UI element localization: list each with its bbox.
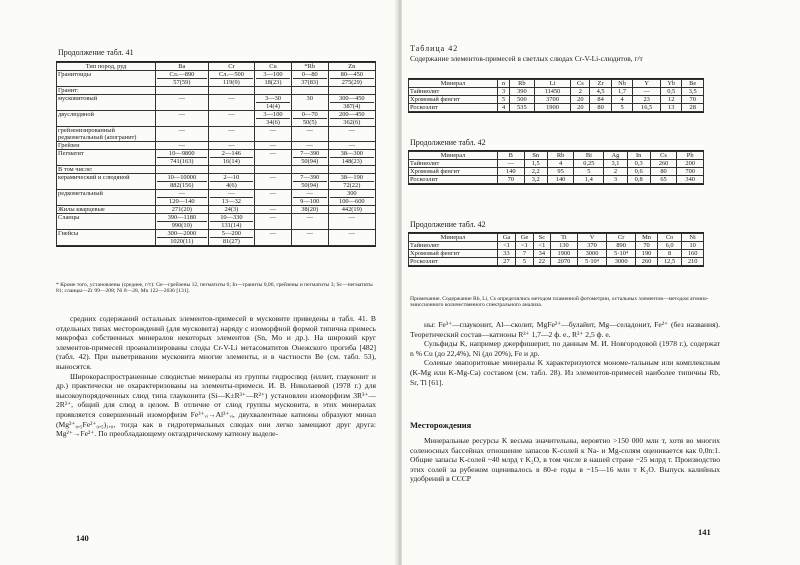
table-cell: — <box>291 230 328 246</box>
table-cell: 130 <box>550 242 577 250</box>
table42b <box>408 151 704 184</box>
column-header: Минерал <box>409 234 498 242</box>
column-header: Cs <box>571 80 590 88</box>
column-header: Минерал <box>409 80 498 88</box>
column-header: Li <box>534 80 571 88</box>
table-cell: 0,3 <box>627 160 650 168</box>
column-header: Be <box>682 80 704 88</box>
table-cell: — <box>255 214 292 230</box>
row-label: Тайниолит <box>409 242 498 250</box>
table41-caption: Продолжение табл. 41 <box>58 48 134 57</box>
table-cell <box>328 87 375 95</box>
table42c-frame <box>408 232 704 267</box>
paragraph: Минеральные ресурсы K весьма значительны, вероятно >150 000 млн т, хотя во многих соленосных бассейнах отношение запасов K-солей к Na- и Mg-солям оценивается как 0,0n:1. Общие запасы K-солей ~40 млрд т K₂O, в том числе в нашей стране ~25 млрд т. Производство этих солей за рубежом оценивалось в 80-е годы в ~15—16 млн т K₂O. Выпуск калийных удобрений в СССР <box>410 436 720 484</box>
table-cell: 80 <box>650 168 677 176</box>
row-label: Роскоэлит <box>409 104 498 112</box>
row-label: В том числе: <box>57 166 156 174</box>
table42-title: Таблица 42 <box>410 44 459 53</box>
table-cell: 200—450 362(6) <box>328 111 375 127</box>
table-cell: 1,4 <box>574 176 604 184</box>
table-cell: 2—146 16(14) <box>208 150 254 166</box>
row-label: Хромовый фенгит <box>409 250 498 258</box>
column-header: Минерал <box>409 152 498 160</box>
table42c <box>408 233 704 266</box>
column-header: Ti <box>550 234 577 242</box>
column-header: Rb <box>510 80 535 88</box>
table-cell: 11450 <box>534 88 571 96</box>
table-cell: 300—2000 1020(11) <box>156 230 209 246</box>
table-cell: 4 <box>611 96 632 104</box>
column-header: Nb <box>611 80 632 88</box>
column-header: Sn <box>524 152 547 160</box>
table-cell <box>156 87 209 95</box>
table-cell: 5 <box>515 258 533 266</box>
table-row <box>57 142 376 150</box>
table-cell: 5 <box>498 96 510 104</box>
table-header-row <box>409 152 704 160</box>
table41-footnote: * Кроме того, установлены (среднее, г/т): Ge—грейзены 12, пегматиты 6; In—граниты 0,06, грейзены и пегматиты 3; Sc—пегматиты 81; сланцы—Zr 99—208; Ni 8—28, Mn 122—2036 [131]. <box>56 282 373 295</box>
column-header: Cr <box>208 63 254 71</box>
table-cell: 2—10 4(6) <box>208 174 254 190</box>
table-cell: — 9—100 <box>291 190 328 206</box>
table-cell: 3,5 <box>682 88 704 96</box>
column-header: Cu <box>255 63 292 71</box>
table-cell: 3—30 14(4) <box>255 95 292 111</box>
table-cell: 190 <box>636 250 658 258</box>
table-cell: 160 <box>682 250 704 258</box>
table-cell: 23 <box>633 96 661 104</box>
right-body-text-2 <box>410 436 720 484</box>
row-label: Гранит: <box>57 87 156 95</box>
table-cell: 1900 <box>550 250 577 258</box>
table-cell: 34 <box>533 250 550 258</box>
table-cell: 4 <box>547 160 574 168</box>
table-cell: — 120—140 <box>156 190 209 206</box>
table-cell: 12,5 <box>657 258 681 266</box>
column-header: Mn <box>636 234 658 242</box>
table-cell: 890 <box>607 242 636 250</box>
table-cell: 0,6 <box>627 168 650 176</box>
table-cell: <1 <box>498 242 516 250</box>
column-header: Sc <box>533 234 550 242</box>
row-label: Грейзен <box>57 142 156 150</box>
left-body-text <box>56 314 376 439</box>
table-cell: 300—450 387(4) <box>328 95 375 111</box>
table-cell: 390—1180 990(10) <box>156 214 209 230</box>
row-label: Тайниолит <box>409 88 498 96</box>
table-cell: 70 <box>636 242 658 250</box>
table-cell: 5 <box>611 104 632 112</box>
table-cell: 0—70 50(5) <box>291 111 328 127</box>
table-cell: 3,2 <box>524 176 547 184</box>
table-row <box>409 96 704 104</box>
table-row <box>57 174 376 190</box>
table-row <box>57 230 376 246</box>
paragraph: ны: Fe³⁺—глауконит, Al—сколит, MgFe²⁺—булайит, Mg—селадонит, Fe²⁺ (без названия). Теоретический состав—катионы R³⁺ 1,7—2 ф. е., R²⁺ 2,5 ф. е. <box>410 320 720 339</box>
column-header: Ga <box>498 234 516 242</box>
table-cell: 84 <box>590 96 611 104</box>
table-cell: 70 <box>682 96 704 104</box>
table42b-frame <box>408 150 704 185</box>
table-cell: — 13—32 <box>208 190 254 206</box>
table-cell: 3000 <box>577 250 606 258</box>
table-cell: — <box>328 142 375 150</box>
table-cell: 3 <box>498 88 510 96</box>
table-cell: 65 <box>650 176 677 184</box>
table-row <box>409 160 704 168</box>
table41-frame <box>56 61 376 247</box>
table-cell: 2 <box>571 88 590 96</box>
table-cell: 2070 <box>550 258 577 266</box>
column-header: Ag <box>604 152 627 160</box>
table-cell: 3 <box>604 176 627 184</box>
table-cell: 500 <box>510 96 535 104</box>
table-cell: — <box>255 174 292 190</box>
column-header: Ge <box>515 234 533 242</box>
table-row <box>409 88 704 96</box>
table-cell: — <box>255 142 292 150</box>
table-row <box>57 111 376 127</box>
table-cell <box>156 166 209 174</box>
row-label: Пегматит <box>57 150 156 166</box>
table-cell: 10—330 131(14) <box>208 214 254 230</box>
table-cell: 140 <box>547 176 574 184</box>
right-body-text <box>410 320 720 387</box>
table-cell: 27 <box>498 258 516 266</box>
table-row <box>409 104 704 112</box>
table-cell: 20 <box>571 104 590 112</box>
table-cell: 1,5 <box>524 160 547 168</box>
table-cell: 390 <box>510 88 535 96</box>
row-label: керамический и слюдяной <box>57 174 156 190</box>
table-cell: 2,2 <box>524 168 547 176</box>
row-label: редкометальный <box>57 190 156 206</box>
table-cell <box>208 87 254 95</box>
table-cell: 28 <box>682 104 704 112</box>
column-header: Y <box>633 80 661 88</box>
table-cell: Сл.—890 57(59) <box>156 71 209 87</box>
table-cell: — <box>328 230 375 246</box>
table-cell: 5—200 81(27) <box>208 230 254 246</box>
table-cell: 1,7 <box>611 88 632 96</box>
row-label: Сланцы <box>57 214 156 230</box>
table-cell: 0—80 37(83) <box>291 71 328 87</box>
table-cell: 5 <box>574 168 604 176</box>
table-row <box>57 214 376 230</box>
row-label: Гнейсы <box>57 230 156 246</box>
table-cell: 3—100 34(6) <box>255 111 292 127</box>
table-cell: 12 <box>660 96 681 104</box>
table-cell: 4,5 <box>590 88 611 96</box>
table-cell: Сл.—500 119(9) <box>208 71 254 87</box>
table-cell: — <box>156 142 209 150</box>
table-row <box>57 87 376 95</box>
table-cell: 2 <box>604 168 627 176</box>
table-cell: — <box>498 160 525 168</box>
table-cell: 7—390 50(94) <box>291 150 328 166</box>
table-cell: <1 <box>533 242 550 250</box>
table-cell: 7 <box>515 250 533 258</box>
table-cell: — <box>255 230 292 246</box>
row-label: Роскоэлит <box>409 258 498 266</box>
table-cell: 22 <box>533 258 550 266</box>
column-header: Zr <box>590 80 611 88</box>
column-header: In <box>627 152 650 160</box>
table-cell: — <box>156 127 209 142</box>
table-cell: — <box>208 127 254 142</box>
table-cell: 38(20) <box>291 206 328 214</box>
column-header: V <box>577 234 606 242</box>
table42a <box>408 79 704 112</box>
table42-cont-caption-1: Продолжение табл. 42 <box>410 138 486 147</box>
column-header: Bi <box>574 152 604 160</box>
table-cell: 4 <box>498 104 510 112</box>
table-header-row <box>409 234 704 242</box>
table-row <box>409 242 704 250</box>
row-label: Роскоэлит <box>409 176 498 184</box>
table-cell: — <box>291 142 328 150</box>
table-cell: 0,8 <box>627 176 650 184</box>
table-cell: 70 <box>498 176 525 184</box>
table42-note: Примечание. Содержание Rb, Li, Cs определялись методом пламенной фотометрии, остальных элементов—методом атомно-эмиссионного количественного спектрального анализа. <box>410 296 709 309</box>
section-heading: Месторождения <box>410 420 472 430</box>
table-cell: 38—300 148(23) <box>328 150 375 166</box>
table-cell <box>291 166 328 174</box>
table-row <box>57 166 376 174</box>
table-cell: 80—450 275(29) <box>328 71 375 87</box>
column-header: Тип пород, руд <box>57 63 156 71</box>
table-cell: — <box>156 95 209 111</box>
table-cell <box>208 166 254 174</box>
table-row <box>57 95 376 111</box>
row-label: Тайниолит <box>409 160 498 168</box>
column-header: Rb <box>547 152 574 160</box>
table-cell <box>255 87 292 95</box>
paragraph: Широкораспространенные слюдистые минералы из группы гидрослюд (иллит, глауконит и др.) практически не охарактеризованы на элементы-примеси. И. В. Николаевой (1978 г.) для высокоупорядоченных слюд типа глауконита (Si—K±R³⁺—R²⁺) установлен изоморфизм 3R³⁺—2R²⁺, общий для слюд в целом. В отличие от слюд группы мусковита, в этих минералах проявляется совершенный изоморфизм Fe³⁺ᵥᵢ→Al³⁺ᵥᵢ, двухвалентные катионы образуют минал (Mg²⁺₀,₅Fe²⁺₀,₅)₁,₀, тогда как в гидротермальных слюдах они легко замещают друг друга: Mg²⁺→Fe²⁺. По преобладающему октаэдрическому катиону выделе- <box>56 371 376 439</box>
table-cell: 0,5 <box>660 88 681 96</box>
row-label: Гранитоиды <box>57 71 156 87</box>
table-cell: 535 <box>510 104 535 112</box>
table-cell: — <box>328 214 375 230</box>
column-header: Pb <box>677 152 704 160</box>
table-cell: 340 <box>677 176 704 184</box>
paragraph: Сульфиды K, например джерфишерит, по данным М. И. Новгородовой (1978 г.), содержат n % Cu (до 22,4%), Ni (до 20%), Fe и др. <box>410 339 720 358</box>
table-row <box>57 206 376 214</box>
table-row <box>57 127 376 142</box>
row-label: Хромовый фенгит <box>409 96 498 104</box>
table-cell: 1900 <box>534 104 571 112</box>
table-cell: 3,1 <box>604 160 627 168</box>
table-cell: — <box>255 190 292 206</box>
table-cell: — <box>208 142 254 150</box>
table41 <box>56 62 376 246</box>
table42a-frame <box>408 78 704 113</box>
table-row <box>57 150 376 166</box>
table-cell: 5·10⁴ <box>577 258 606 266</box>
table-cell: 10—10000 882(156) <box>156 174 209 190</box>
table-cell: 3000 <box>607 258 636 266</box>
table-cell: 80 <box>590 104 611 112</box>
left-page <box>0 0 398 565</box>
table-cell: 140 <box>498 168 525 176</box>
table-row <box>409 258 704 266</box>
column-header: Yb <box>660 80 681 88</box>
table-cell: — <box>328 127 375 142</box>
table-header-row <box>57 63 376 71</box>
table-cell: 24(3) <box>208 206 254 214</box>
table-row <box>57 190 376 206</box>
table-cell: 5·10⁴ <box>607 250 636 258</box>
table-cell: — <box>156 111 209 127</box>
column-header: Zn <box>328 63 375 71</box>
paragraph: Солевые эвапоритовые минералы K характеризуются мономе-тальным или комплексным (K-Mg или K-Mg-Ca) составом (см. табл. 28). Из элементов-примесей наиболее типичны Rb, Sr, Tl [61]. <box>410 358 720 387</box>
table-cell: 0,25 <box>574 160 604 168</box>
row-label: мусковитовый <box>57 95 156 111</box>
table-cell: — <box>208 95 254 111</box>
right-page <box>402 0 800 565</box>
column-header: Ni <box>682 234 704 242</box>
table-cell: — <box>291 214 328 230</box>
table-cell: 33 <box>498 250 516 258</box>
table-row <box>409 250 704 258</box>
table-cell: 260 <box>636 258 658 266</box>
table-cell <box>255 166 292 174</box>
page-number-left: 140 <box>76 533 89 543</box>
table-header-row <box>409 80 704 88</box>
paragraph: средних содержаний остальных элементов-примесей в мусковите приведены в табл. 41. В отдельных типах месторождений (для мусковита) наряду с изоморфной формой типична примесь микрофаз собственных минералов некоторых элементов (Sn, Mo и др.). На широкий круг элементов-примесей проанализированы слоды Cr-V-Li метасоматитов Онежского прогиба [482] (табл. 42). При выветривании мусковита многие элементы, и в частности Be (см. табл. 53), выносятся. <box>56 314 376 371</box>
page-number-right: 141 <box>698 527 711 537</box>
table-cell: 38—190 72(22) <box>328 174 375 190</box>
table-cell <box>291 87 328 95</box>
column-header: *Rb <box>291 63 328 71</box>
row-label: Хромовый фенгит <box>409 168 498 176</box>
table-cell: — <box>291 127 328 142</box>
table-cell: 95 <box>547 168 574 176</box>
table-row <box>57 71 376 87</box>
column-header: Cr <box>607 234 636 242</box>
table-cell: 260 <box>650 160 677 168</box>
table-cell: 8 <box>657 250 681 258</box>
table-cell: 10 <box>682 242 704 250</box>
table-row <box>409 168 704 176</box>
column-header: Cs <box>650 152 677 160</box>
table-cell: 30 <box>291 95 328 111</box>
column-header: Co <box>657 234 681 242</box>
table42-subtitle: Содержание элементов-примесей в светлых слюдах Cr-V-Li-слюдитов, г/т <box>410 54 643 63</box>
table-cell: 16,5 <box>633 104 661 112</box>
table-cell: 700 <box>677 168 704 176</box>
table-cell: 20 <box>571 96 590 104</box>
table-cell: — <box>633 88 661 96</box>
column-header: n <box>498 80 510 88</box>
table-row <box>409 176 704 184</box>
table42-cont-caption-2: Продолжение табл. 42 <box>410 220 486 229</box>
table-cell: 271(20) <box>156 206 209 214</box>
table-cell: — <box>255 127 292 142</box>
table-cell: 6,0 <box>657 242 681 250</box>
row-label: двуслюдяной <box>57 111 156 127</box>
table-cell: 200 <box>677 160 704 168</box>
table-cell: 300 100—600 <box>328 190 375 206</box>
table-cell: — <box>255 206 292 214</box>
table-cell: 3700 <box>534 96 571 104</box>
column-header: B <box>498 152 525 160</box>
table-cell: 3—100 18(23) <box>255 71 292 87</box>
table-cell <box>328 166 375 174</box>
row-label: грейзенизированный редкометальный (апогранит) <box>57 127 156 142</box>
table-cell: <1 <box>515 242 533 250</box>
table-cell: 13 <box>660 104 681 112</box>
table-cell: 10—9800 741(163) <box>156 150 209 166</box>
table-cell: — <box>255 150 292 166</box>
table-cell: 370 <box>577 242 606 250</box>
table-cell: — <box>208 111 254 127</box>
table-cell: 7—390 50(94) <box>291 174 328 190</box>
column-header: Ba <box>156 63 209 71</box>
row-label: Жилы кварцевые <box>57 206 156 214</box>
table-cell: 210 <box>682 258 704 266</box>
table-cell: 442(19) <box>328 206 375 214</box>
